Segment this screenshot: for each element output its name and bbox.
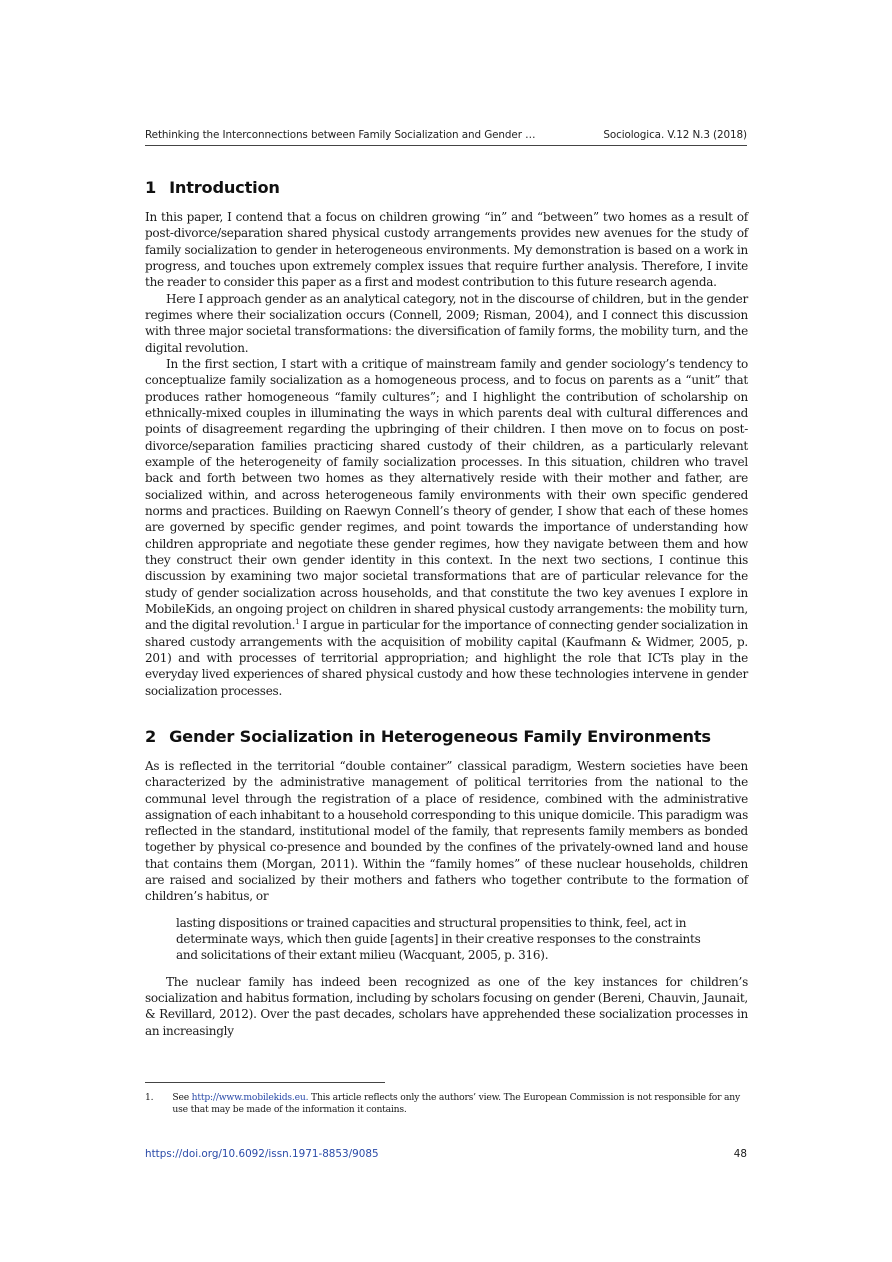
section-title: Introduction — [169, 178, 280, 197]
footnote-number: 1. — [145, 1092, 154, 1103]
running-header-title: Rethinking the Interconnections between Family Socialization and Gender … — [145, 129, 536, 141]
footnote — [145, 1092, 748, 1116]
paragraph — [145, 356, 748, 699]
paragraph-text: I argue in particular for the importance of connecting gender socialization in shared custody arrangements with the acquisition of mobility capital (Kaufmann & Widmer, 2005, p. 201) and with processes of territorial appropriation; and highlight the role that ICTs play in the everyday lived experiences of shared physical custody and how these technologies intervene in gender socialization processes. — [145, 618, 748, 698]
main-content — [145, 171, 748, 1039]
footnote-link[interactable]: http://www.mobilekids.eu. — [191, 1092, 309, 1103]
section-number: 2 — [145, 726, 157, 746]
section-heading-gender-socialization — [145, 720, 748, 754]
footnote-text — [172, 1092, 748, 1116]
footnote-body: This article reflects only the authors’ view. The European Commission is not responsible for any use that may be made of the information it contains. — [172, 1092, 741, 1115]
paragraph-text: In the first section, I start with a critique of mainstream family and gender sociology’s tendency to conceptualize family socialization as a homogeneous process, and to focus on parents as a “unit” that produces rather homogeneous “family cultures”; and I highlight the contribution of scholarship on ethnically-mixed couples in illuminating the ways in which parents deal with cultural differences and points of disagreement regarding the upbringing of their children. I then move on to focus on post-divorce/separation families practicing shared custody of their children, as a particularly relevant example of the heterogeneity of family socialization processes. In this situation, children who travel back and forth between two homes as they alternatively reside with their mother and father, are socialized within, and across heterogeneous family environments with their own specific gendered norms and practices. Building on Raewyn Connell’s theory of gender, I show that each of these homes are governed by specific gender regimes, and point towards the importance of understanding how children appropriate and negotiate these gender regimes, how they navigate between them and how they construct their own gender identity in this context. In the next two sections, I continue this discussion by examining two major societal transformations that are of particular relevance for the study of gender socialization across households, and that constitute the two key avenues I explore in MobileKids, an ongoing project on children in shared physical custody arrangements: the mobility turn, and the digital revolution. — [145, 356, 748, 633]
page-number: 48 — [733, 1148, 747, 1160]
footnote-prefix: See — [172, 1092, 192, 1103]
paragraph: Here I approach gender as an analytical category, not in the discourse of children, but in the gender regimes where their socialization occurs (Connell, 2009; Risman, 2004), and I connect this discussion with three major societal transformations: the diversification of family forms, the mobility turn, and the digital revolution. — [145, 291, 748, 355]
running-header-journal: Sociologica. V.12 N.3 (2018) — [603, 129, 747, 141]
paragraph: As is reflected in the territorial “double container” classical paradigm, Western societies have been characterized by the administrative management of political territories from the national to the communal level through the registration of a place of residence, combined with the administrative assignation of each inhabitant to a household corresponding to this unique domicile. This paradigm was reflected in the standard, institutional model of the family, that represents family members as bonded together by physical co-presence and bounded by the confines of the privately-owned land and house that contains them (Morgan, 2011). Within the “family homes” of these nuclear households, children are raised and socialized by their mothers and fathers who together contribute to the formation of children’s habitus, or — [145, 758, 748, 904]
doi-link[interactable]: https://doi.org/10.6092/issn.1971-8853/9085 — [145, 1148, 379, 1160]
section-heading-introduction — [145, 171, 748, 205]
paragraph: In this paper, I contend that a focus on children growing “in” and “between” two homes as a result of post-divorce/separation shared physical custody arrangements provides new avenues for the study of family socialization to gender in heterogeneous environments. My demonstration is based on a work in progress, and touches upon extremely complex issues that require further analysis. Therefore, I invite the reader to consider this paper as a first and modest contribution to this future research agenda. — [145, 210, 748, 290]
block-quote: lasting dispositions or trained capacities and structural propensities to think, feel, act in determinate ways, which then guide [agents] in their creative responses to the constraints and solicitations of their extant milieu (Wacquant, 2005, p. 316). — [176, 915, 701, 963]
footnote-marker[interactable]: 1 — [295, 618, 300, 627]
section-title: Gender Socialization in Heterogeneous Family Environments — [169, 726, 711, 746]
footnote-divider — [145, 1082, 385, 1083]
section-number: 1 — [145, 178, 157, 197]
paragraph: The nuclear family has indeed been recognized as one of the key instances for children’s socialization and habitus formation, including by scholars focusing on gender (Bereni, Chauvin, Jaunait, & Revillard, 2012). Over the past decades, scholars have apprehended these socialization processes in an increasingly — [145, 974, 748, 1038]
page-footer — [145, 1148, 747, 1160]
running-header — [145, 129, 747, 146]
